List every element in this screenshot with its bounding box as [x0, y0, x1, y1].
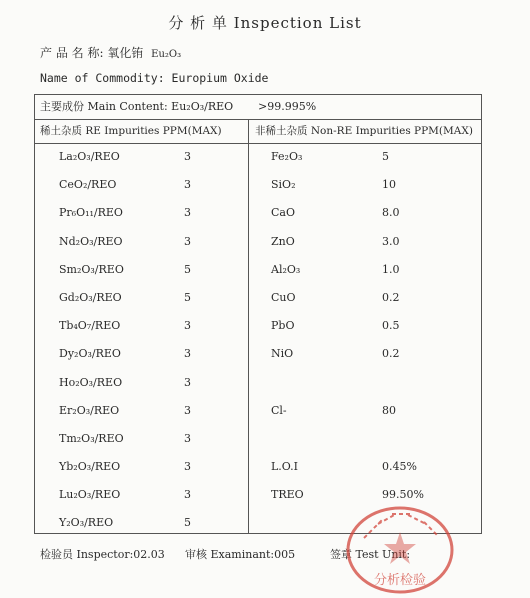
impurity-value: 3 [184, 375, 191, 389]
table-row [249, 397, 481, 425]
inspector-field: 检验员 Inspector:02.03 [40, 548, 165, 561]
main-content-row [35, 95, 481, 120]
non-re-impurities-column [249, 143, 481, 538]
impurity-name: Lu₂O₃/REO [59, 488, 121, 502]
main-content-label: 主要成份 Main Content: Eu₂O₃/REO [40, 100, 234, 113]
impurity-value: 99.50% [382, 488, 424, 502]
impurity-value: 0.45% [382, 460, 417, 474]
impurity-value: 0.5 [382, 319, 400, 333]
impurity-name: TREO [271, 488, 304, 502]
table-row [35, 481, 248, 509]
impurity-name: SiO₂ [271, 178, 296, 192]
test-unit-field: 签章 Test Unit: [330, 548, 411, 561]
table-row [249, 199, 481, 227]
table-row [35, 199, 248, 227]
impurity-value: 3 [184, 488, 191, 502]
impurity-name: CaO [271, 206, 295, 220]
table-row [249, 340, 481, 368]
commodity-name: Name of Commodity: Europium Oxide [40, 71, 269, 85]
impurity-value: 3 [184, 319, 191, 333]
impurity-value: 8.0 [382, 206, 400, 220]
table-row [35, 425, 248, 453]
impurity-value: 0.2 [382, 290, 400, 304]
table-row [249, 284, 481, 312]
product-name-cn: 氧化铕 [107, 46, 144, 60]
table-header-row [35, 119, 481, 144]
product-formula: Eu₂O₃ [151, 49, 182, 60]
company-seal [342, 498, 458, 594]
impurity-value: 3.0 [382, 234, 400, 248]
re-impurities-header: 稀土杂质 RE Impurities PPM(MAX) [40, 125, 222, 137]
impurity-name: Tm₂O₃/REO [59, 431, 124, 445]
examinant-field: 审核 Examinant:005 [185, 548, 296, 561]
table-row [35, 509, 248, 537]
impurity-value: 80 [382, 403, 396, 417]
impurity-value: 10 [382, 178, 396, 192]
impurity-table [34, 94, 482, 534]
impurity-value: 5 [184, 290, 191, 304]
main-content-value: >99.995% [258, 100, 317, 113]
impurity-value: 3 [184, 460, 191, 474]
impurity-value: 3 [184, 347, 191, 361]
document-title: 分 析 单 Inspection List [168, 14, 362, 32]
impurity-name: CeO₂/REO [59, 178, 117, 192]
impurity-name: Yb₂O₃/REO [59, 460, 121, 474]
impurity-value: 1.0 [382, 262, 400, 276]
table-row [35, 256, 248, 284]
impurity-name: Er₂O₃/REO [59, 403, 120, 417]
table-row [249, 256, 481, 284]
table-row [35, 397, 248, 425]
table-row [249, 425, 481, 453]
impurity-name: Cl- [271, 403, 287, 417]
table-row [249, 312, 481, 340]
impurity-value: 0.2 [382, 347, 400, 361]
table-row [35, 340, 248, 368]
impurity-value: 3 [184, 206, 191, 220]
impurity-name: NiO [271, 347, 294, 361]
impurity-value: 3 [184, 234, 191, 248]
table-row [35, 453, 248, 481]
table-row [249, 369, 481, 397]
non-re-impurities-header: 非稀土杂质 Non-RE Impurities PPM(MAX) [255, 125, 473, 137]
impurity-value: 3 [184, 150, 191, 163]
impurity-value: 5 [382, 150, 389, 163]
table-row [35, 143, 248, 171]
re-impurities-column [35, 143, 248, 538]
impurity-value: 5 [184, 516, 191, 530]
impurity-name: Sm₂O₃/REO [59, 262, 124, 276]
table-row [249, 143, 481, 171]
impurity-value: 5 [184, 262, 191, 276]
impurity-name: PbO [271, 319, 295, 333]
table-row [249, 228, 481, 256]
table-row [35, 312, 248, 340]
table-row [249, 453, 481, 481]
impurity-name: L.O.I [271, 460, 299, 474]
table-row [35, 171, 248, 199]
impurity-name: Tb₄O₇/REO [59, 319, 121, 333]
table-row [35, 369, 248, 397]
table-row [35, 284, 248, 312]
impurity-name: Nd₂O₃/REO [59, 234, 123, 248]
impurity-name: Gd₂O₃/REO [59, 290, 122, 304]
seal-text: 分析检验 [373, 573, 427, 588]
product-name-label: 产 品 名 称: [40, 46, 104, 60]
product-name-line [40, 44, 181, 61]
impurity-value: 3 [184, 403, 191, 417]
table-row [249, 171, 481, 199]
impurity-name: Fe₂O₃ [271, 150, 303, 163]
impurity-name: CuO [271, 290, 296, 304]
impurity-value: 3 [184, 431, 191, 445]
impurity-name: Pr₆O₁₁/REO [59, 206, 123, 220]
impurity-name: Y₂O₃/REO [59, 516, 114, 530]
impurity-value: 3 [184, 178, 191, 192]
impurity-name: ZnO [271, 234, 295, 248]
impurity-name: Ho₂O₃/REO [59, 375, 123, 389]
impurity-name: Al₂O₃ [271, 262, 301, 276]
impurity-name: Dy₂O₃/REO [59, 347, 121, 361]
impurity-name: La₂O₃/REO [59, 150, 120, 163]
table-row [35, 228, 248, 256]
